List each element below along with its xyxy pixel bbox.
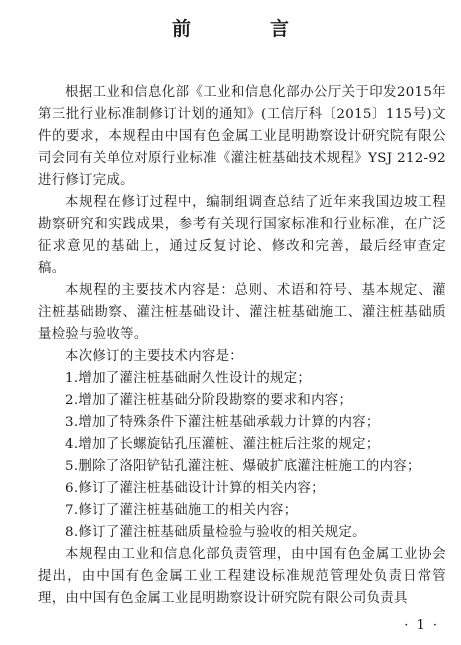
revision-item: 3.增加了特殊条件下灌注桩基础承载力计算的内容； (65, 415, 380, 430)
paragraph-main-content: 本规程的主要技术内容是：总则、术语和符号、基本规定、灌注桩基础勘察、灌注桩基础设计、灌注桩基础施工、灌注桩基础质量检验与验收等。 (38, 283, 446, 342)
revision-item-list (38, 368, 446, 544)
page-title: 前 言 (171, 18, 319, 40)
revision-item: 6.修订了灌注桩基础设计计算的相关内容； (65, 481, 325, 496)
document-body (38, 82, 446, 610)
paragraph-revision-process: 本规程在修订过程中，编制组调查总结了近年来我国边坡工程勘察研究和实践成果，参考有关现行国家标准和行业标准，在广泛征求意见的基础上，通过反复讨论、修改和完善，最后经审查定稿。 (38, 195, 446, 276)
page-number: · 1 · (404, 618, 439, 633)
revision-item: 5.删除了洛阳铲钻孔灌注桩、爆破扩底灌注桩施工的内容； (65, 459, 421, 474)
paragraph-management: 本规程由工业和信息化部负责管理，由中国有色金属工业协会提出，由中国有色金属工业工程建设标准规范管理处负责日常管理，由中国有色金属工业昆明勘察设计研究院有限公司负责具 (38, 547, 446, 606)
revision-item: 8.修订了灌注桩基础质量检验与验收的相关规定。 (65, 525, 366, 540)
paragraph-background: 根据工业和信息化部《工业和信息化部办公厅关于印发2015年第三批行业标准制修订计划的通知》(工信厅科〔2015〕115号)文件的要求，本规程由中国有色金属工业昆明勘察设计研究院有限公司会同有关单位对原行业标准《灌注桩基础技术规程》YSJ 212-92进行修订完成。 (38, 85, 446, 188)
revision-item: 2.增加了灌注桩基础分阶段勘察的要求和内容； (65, 393, 353, 408)
revision-item: 7.修订了灌注桩基础施工的相关内容； (65, 503, 298, 518)
revision-item: 1.增加了灌注桩基础耐久性设计的规定； (65, 371, 312, 386)
paragraph-revision-intro: 本次修订的主要技术内容是： (65, 349, 243, 364)
revision-item: 4.增加了长螺旋钻孔压灌桩、灌注桩后注浆的规定； (65, 437, 380, 452)
